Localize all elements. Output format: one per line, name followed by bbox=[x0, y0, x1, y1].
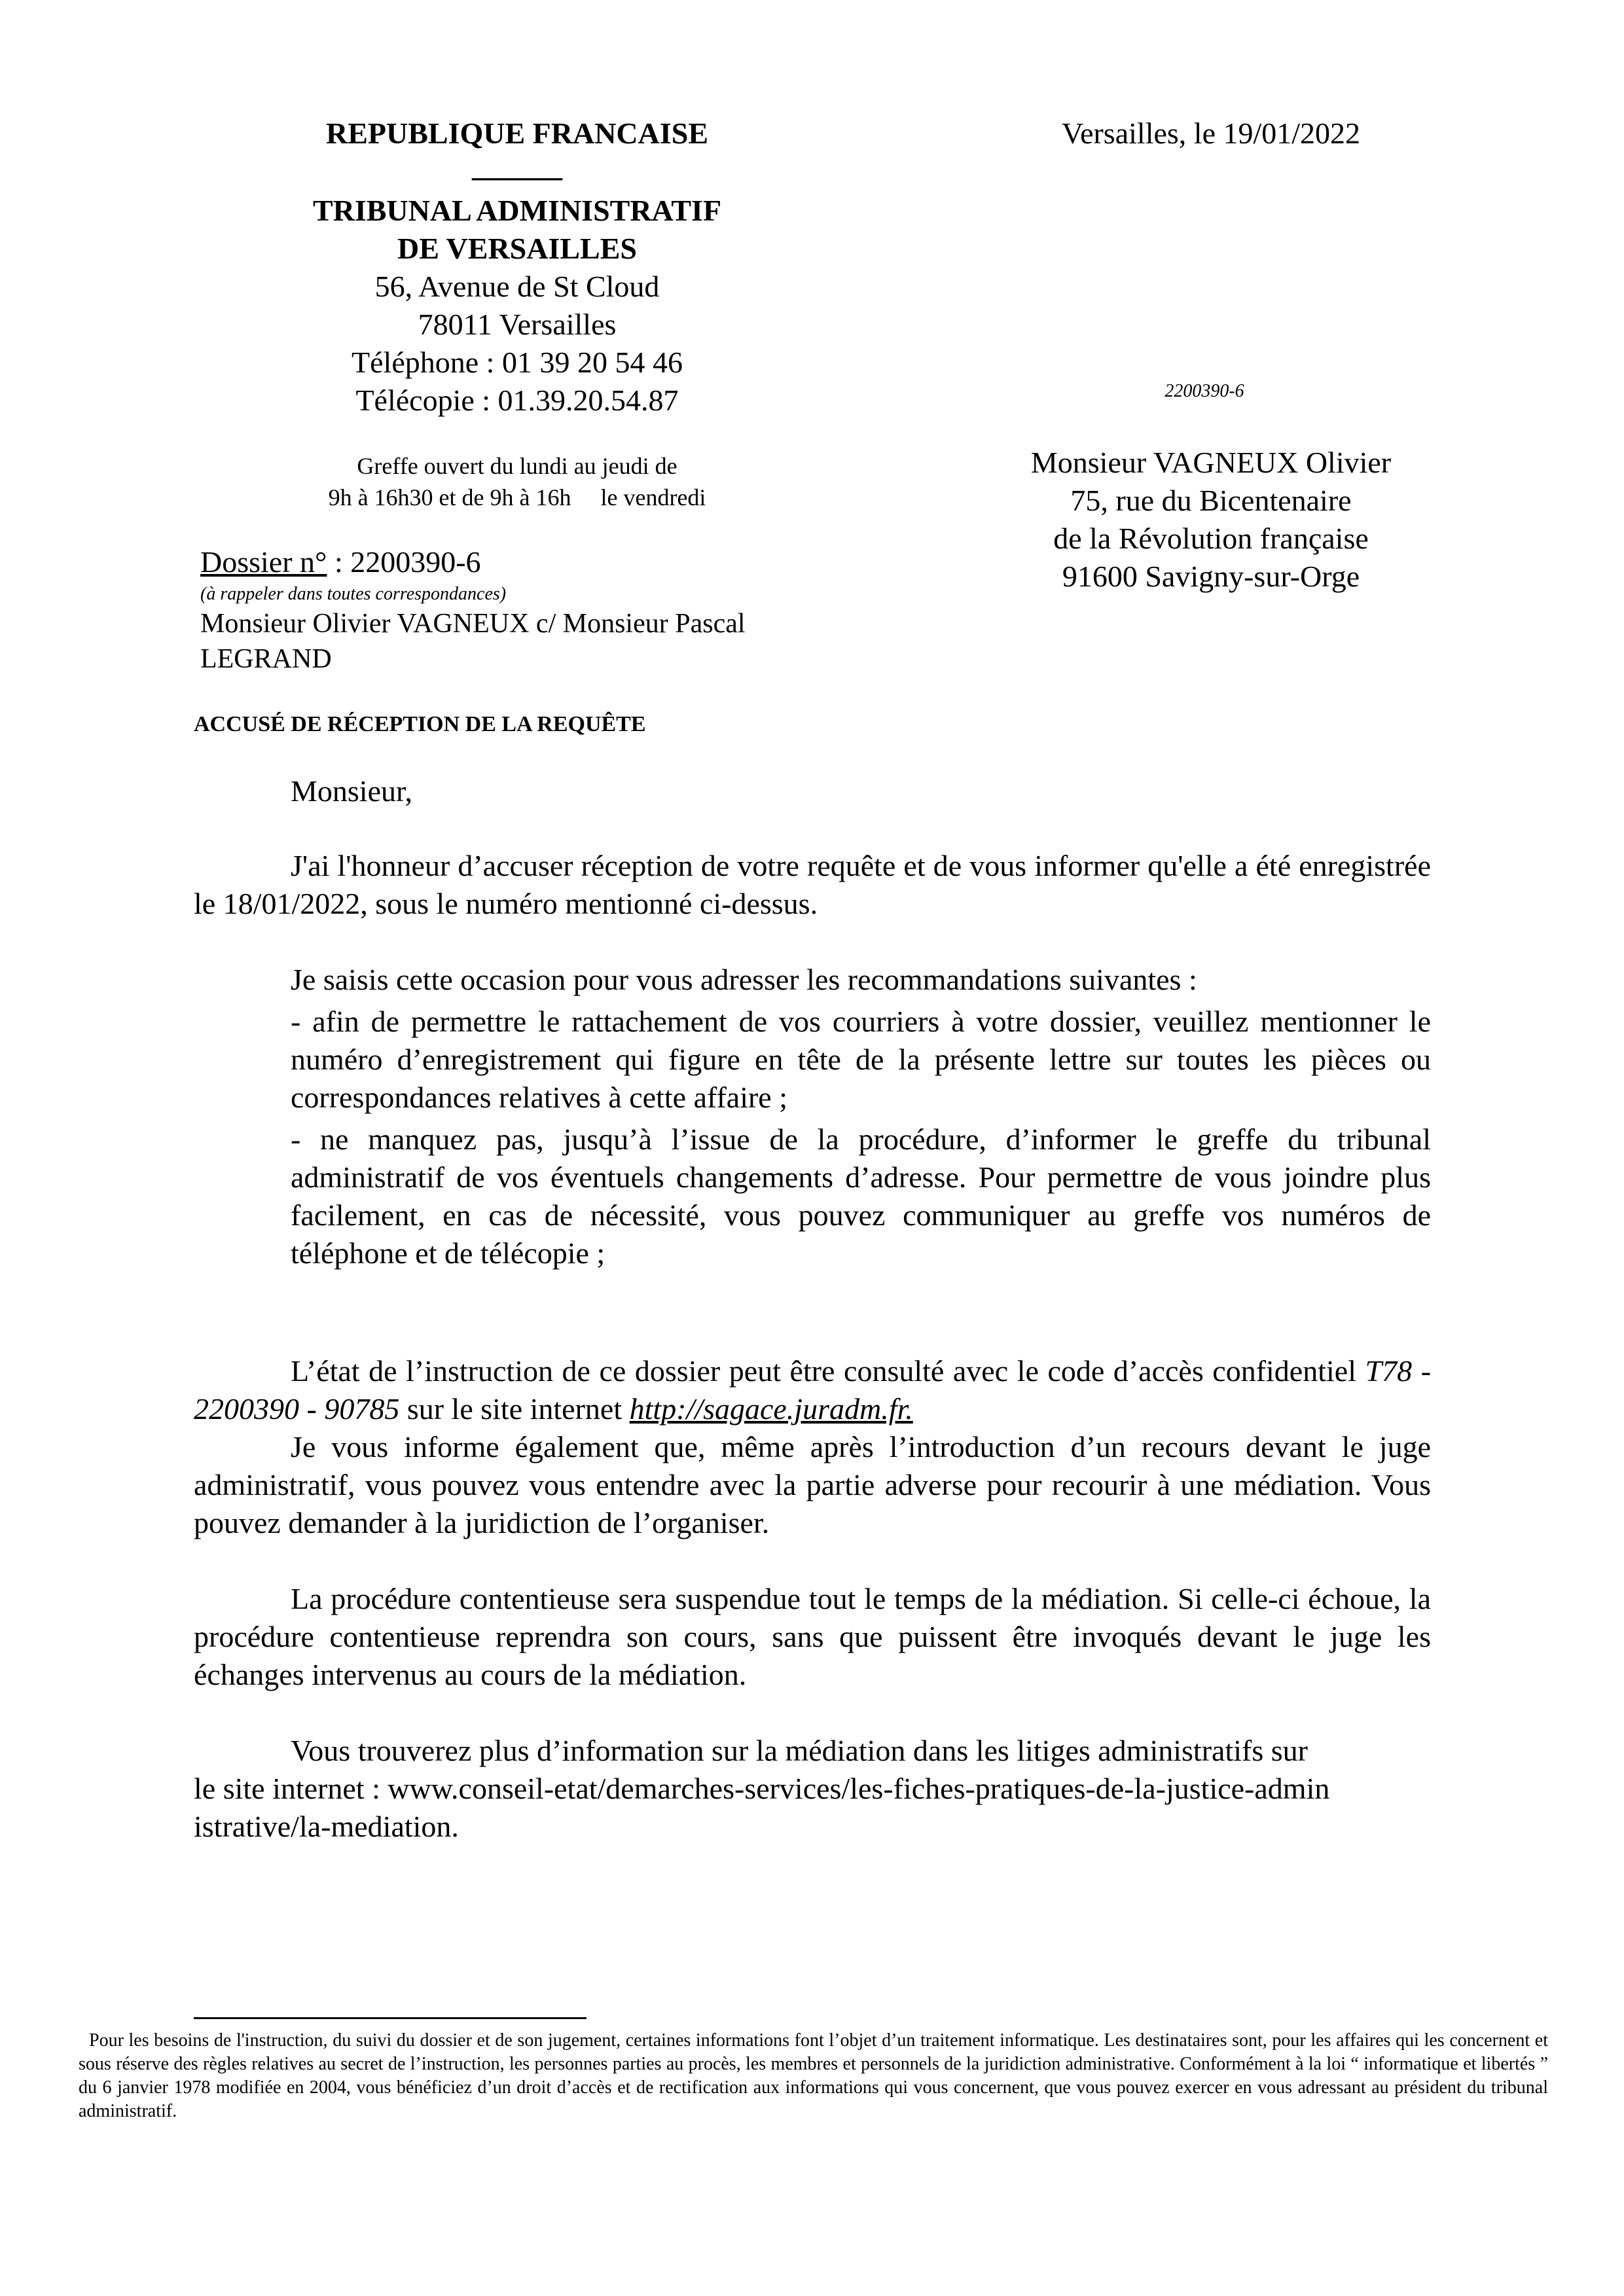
dossier-parties-line1: Monsieur Olivier VAGNEUX c/ Monsieur Pascal bbox=[200, 609, 746, 639]
republic-heading: REPUBLIQUE FRANCAISE bbox=[325, 117, 709, 150]
paragraph-mediation-info: Je vous informe également que, même après l’introduction d’un recours devant le juge administratif, vous pouvez vous entendre avec la partie adverse pour recourir à une médiation. Vous pouvez demander à la juridiction de l’organiser. bbox=[194, 1430, 1431, 1539]
access-code-text-mid: sur le site internet bbox=[399, 1392, 630, 1426]
court-name-line1: TRIBUNAL ADMINISTRATIF bbox=[312, 194, 722, 227]
dossier-note: (à rappeler dans toutes correspondances) bbox=[200, 584, 507, 604]
recipient-address-line1: 75, rue du Bicentenaire bbox=[1070, 484, 1352, 517]
paragraph-more-info-line2: le site internet : www.conseil-etat/demarches-services/les-fiches-pratiques-de-la-justice-admin bbox=[194, 1772, 1330, 1805]
footnote-rule bbox=[194, 2017, 586, 2019]
dossier-parties-line2: LEGRAND bbox=[200, 644, 332, 674]
reference-number: 2200390-6 bbox=[1164, 381, 1244, 401]
subject-line: ACCUSÉ DE RÉCEPTION DE LA REQUÊTE bbox=[194, 712, 646, 736]
paragraph-more-info-line3: istrative/la-mediation. bbox=[194, 1810, 459, 1843]
office-hours-line1: Greffe ouvert du lundi au jeudi de bbox=[357, 453, 677, 479]
office-hours-line2: 9h à 16h30 et de 9h à 16h le vendredi bbox=[328, 484, 706, 511]
paragraph-acknowledgement: J'ai l'honneur d’accuser réception de votre requête et de vous informer qu'elle a été enregistrée le 18/01/2022, sous le numéro mentionné ci-dessus. bbox=[194, 849, 1431, 920]
recipient-name: Monsieur VAGNEUX Olivier bbox=[1030, 446, 1392, 479]
court-address-street: 56, Avenue de St Cloud bbox=[374, 270, 660, 303]
access-code-text: L’état de l’instruction de ce dossier peut être consulté avec le code d’accès confidentiel bbox=[291, 1354, 1365, 1388]
court-name-line2: DE VERSAILLES bbox=[397, 232, 638, 265]
paragraph-mediation-procedure: La procédure contentieuse sera suspendue tout le temps de la médiation. Si celle-ci échoue, la procédure contentieuse reprendra son cours, sans que puissent être invoqués devant le juge les échanges intervenus au cours de la médiation. bbox=[194, 1582, 1431, 1691]
dossier-label: Dossier n° bbox=[200, 545, 327, 579]
header-separator: ______ bbox=[472, 149, 562, 183]
paragraph-recommendations-intro: Je saisis cette occasion pour vous adresser les recommandations suivantes : bbox=[291, 963, 1197, 996]
paragraph-more-info-line1: Vous trouverez plus d’information sur la médiation dans les litiges administratifs sur bbox=[291, 1734, 1308, 1767]
recipient-address-line2: de la Révolution française bbox=[1053, 522, 1369, 555]
paragraph-recommendation-1: - afin de permettre le rattachement de vos courriers à votre dossier, veuillez mentionner le numéro d’enregistrement qui figure en tête de la présente lettre sur toutes les pièces ou correspondances relatives à cette affaire ; bbox=[291, 1005, 1431, 1114]
place-and-date: Versailles, le 19/01/2022 bbox=[1061, 117, 1361, 150]
court-fax: Télécopie : 01.39.20.54.87 bbox=[355, 384, 679, 417]
dossier-number bbox=[200, 543, 481, 581]
dossier-value: : 2200390-6 bbox=[327, 545, 481, 579]
sagace-link[interactable]: http://sagace.juradm.fr. bbox=[629, 1392, 913, 1426]
access-code: T78 - 2200390 - 90785 bbox=[194, 1354, 1432, 1426]
salutation: Monsieur, bbox=[291, 774, 412, 808]
footnote-privacy: Pour les besoins de l'instruction, du suivi du dossier et de son jugement, certaines informations font l’objet d’un traitement informatique. Les destinataires sont, pour les affaires qui les concernent et sous réserve des règles relatives au secret de l’instruction, les personnes parties au procès, les membres et personnels de la juridiction administrative. Conformément à la loi “ informatique et libertés ” du 6 janvier 1978 modifiée en 2004, vous bénéficiez d’un droit d’accès et de rectification aux informations qui vous concernent, que vous pouvez exercer en vous adressant au président du tribunal administratif. bbox=[79, 2030, 1548, 2121]
court-address-city: 78011 Versailles bbox=[418, 308, 617, 341]
paragraph-recommendation-2: - ne manquez pas, jusqu’à l’issue de la procédure, d’informer le greffe du tribunal administratif de vos éventuels changements d’adresse. Pour permettre de vous joindre plus facilement, en cas de nécessité, vous pouvez communiquer au greffe vos numéros de téléphone et de télécopie ; bbox=[291, 1122, 1431, 1270]
recipient-address-line3: 91600 Savigny-sur-Orge bbox=[1062, 560, 1360, 593]
court-phone: Téléphone : 01 39 20 54 46 bbox=[352, 346, 683, 379]
paragraph-access-code bbox=[194, 1352, 1431, 1428]
